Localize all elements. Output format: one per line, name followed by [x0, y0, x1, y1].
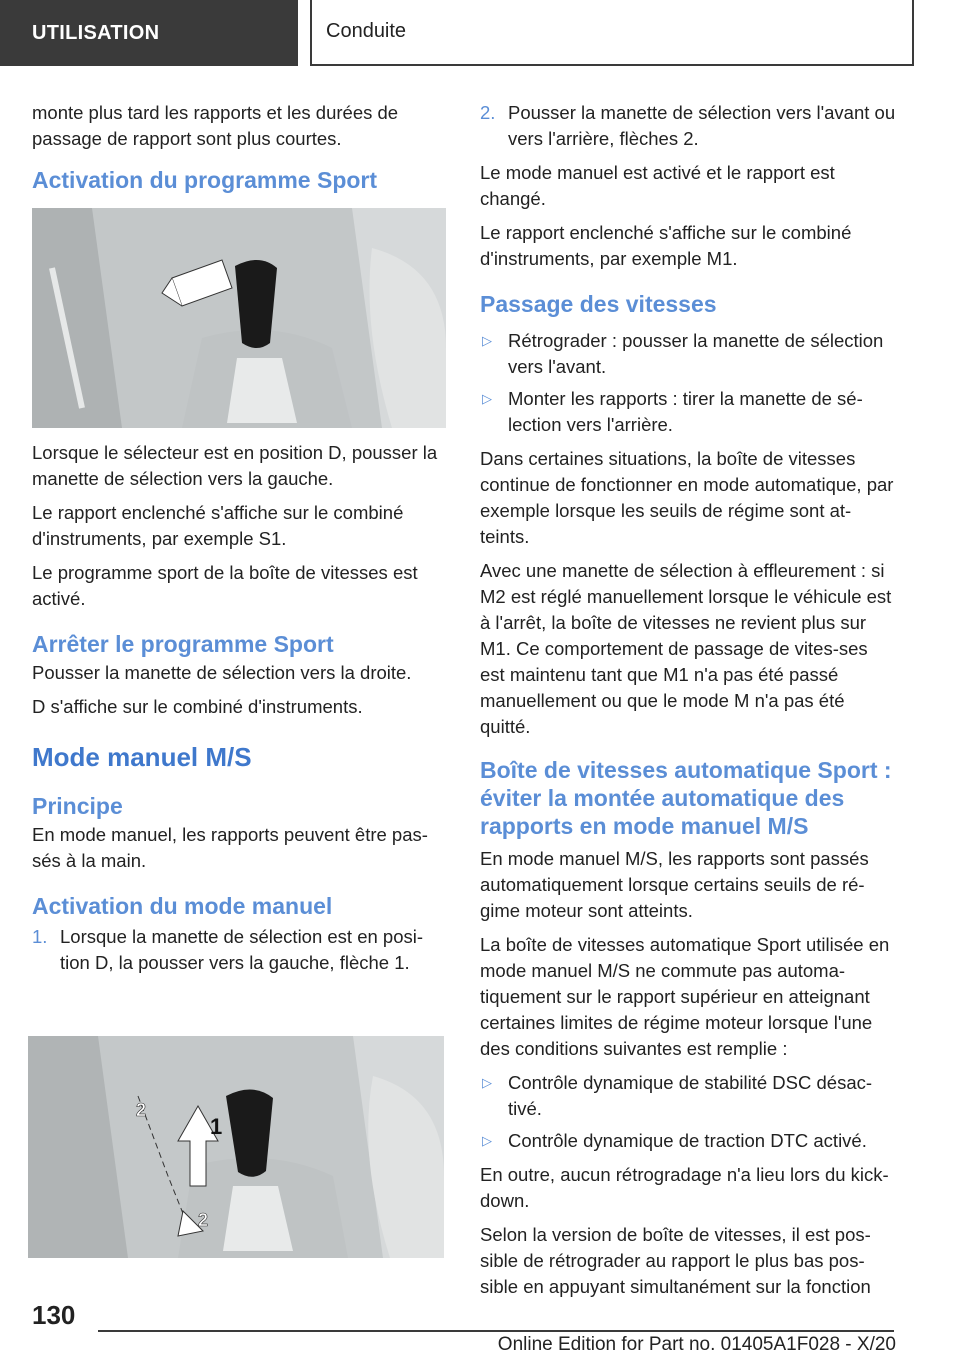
list-item	[480, 386, 896, 438]
principle-text: En mode manuel, les rapports peuvent être pas-sés à la main.	[32, 824, 428, 871]
heading-gear-shifting: Passage des vitesses	[480, 291, 717, 317]
list-item	[480, 1070, 896, 1122]
arrow-label-2-top: 2	[136, 1100, 147, 1120]
sport-stop-text-2: D s'affiche sur le combiné d'instruments.	[32, 696, 363, 717]
list-item	[32, 924, 446, 976]
intro-text: monte plus tard les rapports et les durées de passage de rapport sont plus courtes.	[32, 102, 399, 149]
gear-shifting-list	[480, 328, 896, 438]
triangle-bullet-icon: ▷	[482, 1133, 492, 1148]
heading-principle: Principe	[32, 793, 123, 819]
heading-sport-stop: Arrêter le programme Sport	[32, 631, 334, 657]
sport-step-text-3: Le programme sport de la boîte de vitesses est activé.	[32, 562, 418, 609]
arrow-label-2-bottom: 2	[198, 1210, 209, 1230]
section-tab: UTILISATION	[0, 0, 298, 66]
step-text: Pousser la manette de sélection vers l'avant ou vers l'arrière, flèches 2.	[508, 102, 896, 149]
heading-manual-mode: Mode manuel M/S	[32, 742, 252, 772]
footer-divider	[98, 1330, 894, 1332]
heading-sport-activation: Activation du programme Sport	[32, 167, 378, 193]
auto-shift-text: En mode manuel M/S, les rapports sont passés automatiquement lorsque certains seuils de ré-gime moteur sont atteints.	[480, 848, 869, 921]
right-column	[480, 100, 896, 1308]
list-item	[480, 100, 896, 152]
bullet-text: Monter les rapports : tirer la manette de sé-lection vers l'arrière.	[508, 388, 863, 435]
bullet-text: Contrôle dynamique de stabilité DSC désac-tivé.	[508, 1072, 873, 1119]
conditions-intro-text: La boîte de vitesses automatique Sport utilisée en mode manuel M/S ne commute pas automa-tiquement sur le rapport supérieur en atteignant certaines limites de régime moteur lorsque l'une des conditions suivantes est remplie :	[480, 934, 890, 1059]
kickdown-text: En outre, aucun rétrogradage n'a lieu lors du kick-down.	[480, 1164, 889, 1211]
heading-sport-auto-gearbox: Boîte de vitesses automatique Sport : éviter la montée automatique des rapports en mode manuel M/S	[480, 757, 892, 839]
gear-display-text: Le rapport enclenché s'affiche sur le combiné d'instruments, par exemple M1.	[480, 222, 852, 269]
step-text: Lorsque la manette de sélection est en posi-tion D, la pousser vers la gauche, flèche 1.	[60, 926, 424, 973]
sport-step-text-1: Lorsque le sélecteur est en position D, pousser la manette de sélection vers la gauche.	[32, 442, 438, 489]
left-column	[32, 100, 446, 984]
step-number: 1.	[32, 926, 48, 947]
figure-gear-selector-manual	[28, 1036, 444, 1258]
gear-selector-illustration	[32, 208, 446, 428]
bullet-text: Contrôle dynamique de traction DTC activé.	[508, 1130, 867, 1151]
sport-stop-text-1: Pousser la manette de sélection vers la droite.	[32, 662, 412, 683]
list-item	[480, 1128, 896, 1154]
heading-manual-activation: Activation du mode manuel	[32, 893, 333, 919]
downshift-text: Selon la version de boîte de vitesses, il est pos-sible de rétrograder au rapport le plus bas pos-sible en appuyant simultanément sur la fonction	[480, 1224, 871, 1297]
arrow-label-1: 1	[210, 1114, 223, 1139]
touch-selector-text: Avec une manette de sélection à effleurement : si M2 est réglé manuellement lorsque le véhicule est à l'arrêt, la boîte de vitesses ne revient plus sur M1. Ce comportement de passage de vites-ses est maintenu tant que M1 n'a pas été passé manuellement ou que le mode M n'a pas été quitté.	[480, 560, 892, 737]
footer-edition: Online Edition for Part no. 01405A1F028 - X/20	[497, 1334, 896, 1355]
auto-mode-text: Dans certaines situations, la boîte de vitesses continue de fonctionner en mode automatique, par exemple lorsque les seuils de régime sont at-teints.	[480, 448, 894, 547]
triangle-bullet-icon: ▷	[482, 1075, 492, 1090]
manual-activated-text: Le mode manuel est activé et le rapport est changé.	[480, 162, 835, 209]
chapter-tab	[310, 0, 914, 66]
manual-activation-steps	[32, 924, 446, 976]
triangle-bullet-icon: ▷	[482, 333, 492, 348]
figure-gear-selector-left	[32, 208, 446, 428]
gear-selector-manual-illustration	[28, 1036, 444, 1258]
page-number: 130	[32, 1300, 76, 1330]
conditions-list	[480, 1070, 896, 1154]
triangle-bullet-icon: ▷	[482, 391, 492, 406]
step-number: 2.	[480, 102, 496, 123]
bullet-text: Rétrograder : pousser la manette de sélection vers l'avant.	[508, 330, 884, 377]
chapter-title: Conduite	[326, 20, 407, 42]
manual-activation-steps-cont	[480, 100, 896, 152]
sport-step-text-2: Le rapport enclenché s'affiche sur le combiné d'instruments, par exemple S1.	[32, 502, 404, 549]
list-item	[480, 328, 896, 380]
